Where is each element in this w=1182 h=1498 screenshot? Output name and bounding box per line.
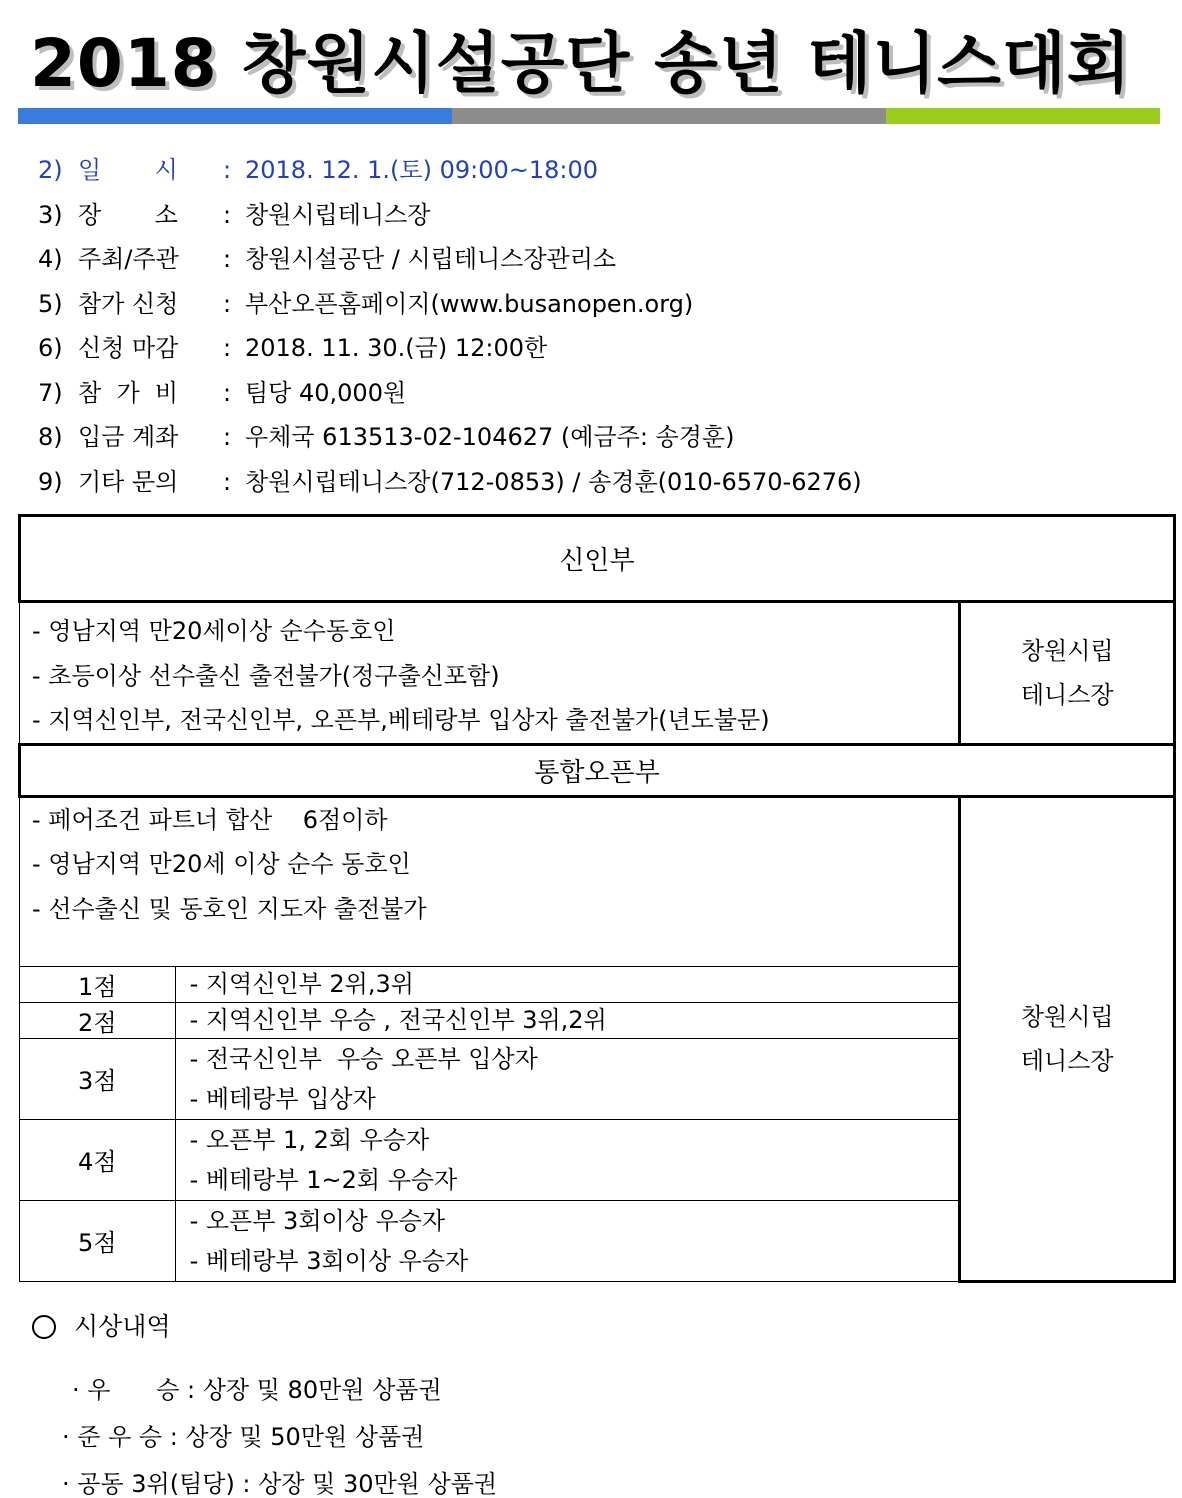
- event-info-list: [38, 148, 1158, 504]
- point-criteria: [175, 1119, 960, 1200]
- info-separator: :: [223, 378, 232, 407]
- awards-heading-row: [32, 1305, 1132, 1349]
- award-item: · 공동 3위(팀당) : 상장 및 30만원 상품권: [62, 1470, 498, 1498]
- open-rule: - 영남지역 만20세 이상 순수 동호인: [32, 850, 411, 878]
- award-item: · 준 우 승 : 상장 및 50만원 상품권: [62, 1423, 425, 1451]
- venue-line: 창원시립: [1020, 1002, 1114, 1031]
- info-number: 6): [38, 334, 63, 362]
- circle-bullet-icon: [32, 1315, 56, 1339]
- info-row-contact: [38, 460, 1158, 505]
- criteria-line: - 베테랑부 1~2회 우승자: [189, 1165, 458, 1194]
- info-number: 8): [38, 423, 63, 451]
- info-separator: :: [223, 289, 232, 318]
- rookie-rule: - 지역신인부, 전국신인부, 오픈부,베테랑부 입상자 출전불가(년도불문): [32, 706, 770, 734]
- criteria-line: - 전국신인부 우승 오픈부 입상자: [189, 1044, 538, 1073]
- info-label: 기타 문의: [78, 467, 179, 496]
- info-row-date: [38, 148, 1158, 193]
- title-bar-segment-green: [886, 108, 1160, 124]
- venue-line: 테니스장: [1020, 680, 1114, 709]
- rookie-rule: - 초등이상 선수출신 출전불가(정구출신포함): [32, 661, 500, 690]
- point-score: 5점: [20, 1200, 176, 1281]
- rookie-eligibility: [20, 602, 960, 745]
- info-value: 우체국 613513-02-104627 (예금주: 송경훈): [245, 423, 735, 451]
- page-title: 2018 창원시설공단 송년 테니스대회: [30, 25, 1132, 102]
- awards-section: [32, 1305, 1132, 1498]
- info-label: 신청 마감: [78, 334, 179, 362]
- info-separator: :: [223, 467, 232, 496]
- title-underline-bar: [18, 108, 1160, 124]
- info-row-place: [38, 193, 1158, 238]
- info-number: 3): [38, 200, 63, 229]
- rookie-venue: [960, 602, 1175, 745]
- point-score: 2점: [20, 1002, 176, 1038]
- criteria-line: - 오픈부 3회이상 우승자: [189, 1206, 446, 1235]
- title-bar-segment-gray: [452, 108, 886, 124]
- info-number: 2): [38, 156, 63, 184]
- info-value: 팀당 40,000원: [245, 378, 407, 407]
- info-separator: :: [223, 200, 232, 229]
- info-value: 창원시립테니스장: [245, 200, 431, 229]
- point-score: 3점: [20, 1038, 176, 1119]
- venue-line: 테니스장: [1020, 1046, 1114, 1075]
- criteria-line: - 지역신인부 우승 , 전국신인부 3위,2위: [189, 1005, 607, 1034]
- info-row-host: [38, 237, 1158, 282]
- open-venue: [960, 796, 1175, 1281]
- info-row-application: [38, 282, 1158, 327]
- point-criteria: [175, 1038, 960, 1119]
- open-eligibility: [20, 796, 960, 966]
- rookie-division-heading: 신인부: [20, 516, 1175, 602]
- info-row-account: [38, 415, 1158, 460]
- info-label: 장 소: [78, 200, 178, 229]
- point-score: 4점: [20, 1119, 176, 1200]
- title-bar-segment-blue: [18, 108, 452, 124]
- venue-line: 창원시립: [1020, 636, 1114, 665]
- point-criteria: [175, 1200, 960, 1281]
- info-separator: :: [223, 334, 232, 362]
- rookie-rule: - 영남지역 만20세이상 순수동호인: [32, 617, 396, 645]
- info-value: 부산오픈홈페이지(www.busanopen.org): [245, 289, 694, 318]
- criteria-line: - 지역신인부 2위,3위: [189, 969, 414, 998]
- info-row-fee: [38, 371, 1158, 416]
- info-number: 4): [38, 245, 63, 273]
- info-value: 2018. 12. 1.(토) 09:00~18:00: [245, 156, 599, 184]
- info-number: 9): [38, 467, 63, 496]
- info-label: 주최/주관: [78, 245, 179, 273]
- info-value: 2018. 11. 30.(금) 12:00한: [245, 334, 548, 362]
- info-label: 입금 계좌: [78, 423, 179, 451]
- open-rule: - 선수출신 및 동호인 지도자 출전불가: [32, 894, 427, 923]
- info-number: 5): [38, 289, 63, 318]
- criteria-line: - 베테랑부 3회이상 우승자: [189, 1246, 469, 1275]
- info-label: 참 가 비: [78, 378, 179, 407]
- info-value: 창원시설공단 / 시립테니스장관리소: [245, 245, 617, 273]
- point-score: 1점: [20, 966, 176, 1002]
- info-label: 일 시: [78, 156, 178, 184]
- criteria-line: - 오픈부 1, 2회 우승자: [189, 1125, 430, 1154]
- award-item: · 우 승 : 상장 및 80만원 상품권: [72, 1376, 442, 1404]
- info-row-deadline: [38, 326, 1158, 371]
- info-separator: :: [223, 423, 232, 451]
- info-label: 참가 신청: [78, 289, 179, 318]
- point-criteria: [175, 966, 960, 1002]
- division-rules-table: [18, 514, 1176, 1283]
- info-value: 창원시립테니스장(712-0853) / 송경훈(010-6570-6276): [245, 467, 862, 496]
- info-number: 7): [38, 378, 63, 407]
- open-rule: - 페어조건 파트너 합산 6점이하: [32, 805, 388, 834]
- open-division-heading: 통합오픈부: [20, 744, 1175, 796]
- awards-heading: 시상내역: [74, 1312, 171, 1341]
- info-separator: :: [223, 156, 232, 184]
- point-criteria: [175, 1002, 960, 1038]
- info-separator: :: [223, 245, 232, 273]
- criteria-line: - 베테랑부 입상자: [189, 1084, 376, 1113]
